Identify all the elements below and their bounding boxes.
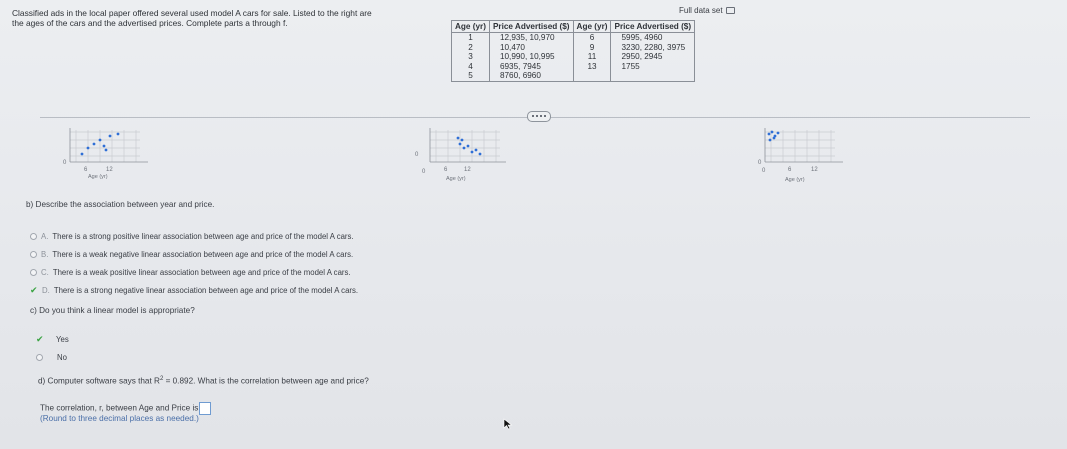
tick-label: 6: [788, 167, 792, 173]
option-text: There is a weak negative linear association between age and price of the model A cars.: [52, 249, 354, 259]
option-letter: B.: [41, 249, 49, 259]
header-price-left: Price Advertised ($): [489, 21, 573, 33]
tick-label: 0: [63, 160, 67, 166]
table-cell: 5: [468, 71, 473, 81]
scatterplot-option-3[interactable]: [755, 126, 875, 196]
table-cell: 2950, 2945: [621, 52, 663, 62]
table-cell: 10,470: [499, 42, 525, 52]
table-cell: 2: [468, 42, 473, 52]
ellipsis-icon: [532, 115, 546, 119]
header-price-right: Price Advertised ($): [611, 21, 695, 33]
ages-left-cell: [452, 33, 490, 82]
axis-label: Age (yr): [446, 176, 466, 182]
prices-right-cell: [611, 33, 695, 82]
tick-label: 12: [811, 167, 818, 173]
table-cell: 1: [468, 33, 473, 42]
option-text: There is a strong positive linear association between age and price of the model A cars.: [52, 231, 354, 241]
problem-intro: [12, 8, 452, 28]
tick-label: 0: [762, 168, 766, 174]
table-cell: 3: [468, 52, 473, 62]
axis-label: Age (yr): [88, 174, 108, 180]
part-c-question: c) Do you think a linear model is appropriate?: [30, 306, 195, 315]
part-c-options: [36, 330, 69, 366]
table-cell: 6: [589, 33, 595, 42]
option-no[interactable]: [36, 348, 69, 366]
ages-right-cell: [573, 33, 611, 82]
plot-grid: [430, 130, 500, 162]
data-table: [451, 20, 695, 82]
question-prefix: d) Computer software says that R: [38, 376, 160, 386]
option-text: There is a strong negative linear association between age and price of the model A cars.: [53, 285, 359, 295]
intro-line-2: the ages of the cars and the advertised prices. Complete parts a through f.: [12, 18, 288, 28]
full-data-set-label: Full data set: [679, 6, 723, 15]
table-cell: 12,935, 10,970: [499, 33, 555, 42]
intro-line-1: Classified ads in the local paper offered several used model A cars for sale. Listed to the right are: [12, 8, 372, 18]
option-a[interactable]: [30, 227, 358, 245]
radio-button[interactable]: [30, 269, 37, 276]
header-age-left: Age (yr): [452, 21, 490, 33]
tick-label: 12: [464, 167, 471, 173]
radio-button[interactable]: [36, 354, 43, 361]
option-text: No: [57, 352, 67, 362]
full-data-set-link[interactable]: [679, 6, 735, 15]
question-suffix: = 0.892. What is the correlation between age and price?: [163, 376, 369, 386]
option-letter: A.: [41, 231, 49, 241]
popout-icon: [726, 7, 735, 14]
scatterplot-svg-1: [60, 126, 180, 186]
table-cell: 11: [587, 52, 597, 62]
part-b-options: [30, 227, 358, 299]
superscript: 2: [159, 376, 164, 382]
rounding-hint: (Round to three decimal places as needed.): [40, 414, 199, 423]
scatterplot-option-1[interactable]: [60, 126, 180, 196]
correlation-answer-input[interactable]: [199, 402, 211, 415]
option-letter: C.: [41, 267, 49, 277]
table-cell: 9: [589, 42, 595, 52]
tick-label: 6: [84, 167, 88, 173]
option-text: Yes: [56, 334, 69, 344]
scatterplot-option-2[interactable]: [410, 126, 530, 196]
tick-label: 12: [106, 167, 113, 173]
prices-left-cell: [489, 33, 573, 82]
part-d-question: [38, 376, 369, 386]
mouse-cursor-icon: [503, 418, 513, 430]
table-cell: 4: [468, 61, 473, 71]
radio-button[interactable]: [30, 251, 37, 258]
option-text: There is a weak positive linear association between age and price of the model A cars.: [52, 267, 351, 277]
tick-label: 0: [758, 160, 762, 166]
table-cell: 6935, 7945: [499, 61, 541, 71]
checkmark-icon: ✔: [36, 333, 44, 344]
answer-prefix: The correlation, r, between Age and Price is: [40, 403, 199, 413]
table-cell: 5995, 4960: [621, 33, 663, 42]
option-yes[interactable]: [36, 330, 69, 348]
header-age-right: Age (yr): [573, 21, 611, 33]
tick-label: 6: [444, 167, 448, 173]
table-cell: 8760, 6960: [499, 71, 541, 81]
table-cell: 13: [587, 61, 597, 71]
scatterplot-svg-3: [755, 126, 875, 186]
checkmark-icon: ✔: [30, 284, 38, 295]
option-letter: D.: [42, 285, 50, 295]
tick-label: 0: [422, 169, 426, 175]
tick-label: 0: [415, 152, 419, 158]
table-cell: 1755: [621, 61, 640, 71]
scatterplot-svg-2: [410, 126, 530, 186]
radio-button[interactable]: [30, 233, 37, 240]
table-cell: 10,990, 10,995: [499, 52, 555, 62]
option-c[interactable]: [30, 263, 358, 281]
option-d[interactable]: [30, 281, 358, 299]
expand-button[interactable]: [527, 111, 551, 122]
axis-label: Age (yr): [785, 177, 805, 183]
part-b-question: b) Describe the association between year and price.: [26, 200, 215, 209]
option-b[interactable]: [30, 245, 358, 263]
table-cell: 3230, 2280, 3975: [621, 42, 686, 52]
